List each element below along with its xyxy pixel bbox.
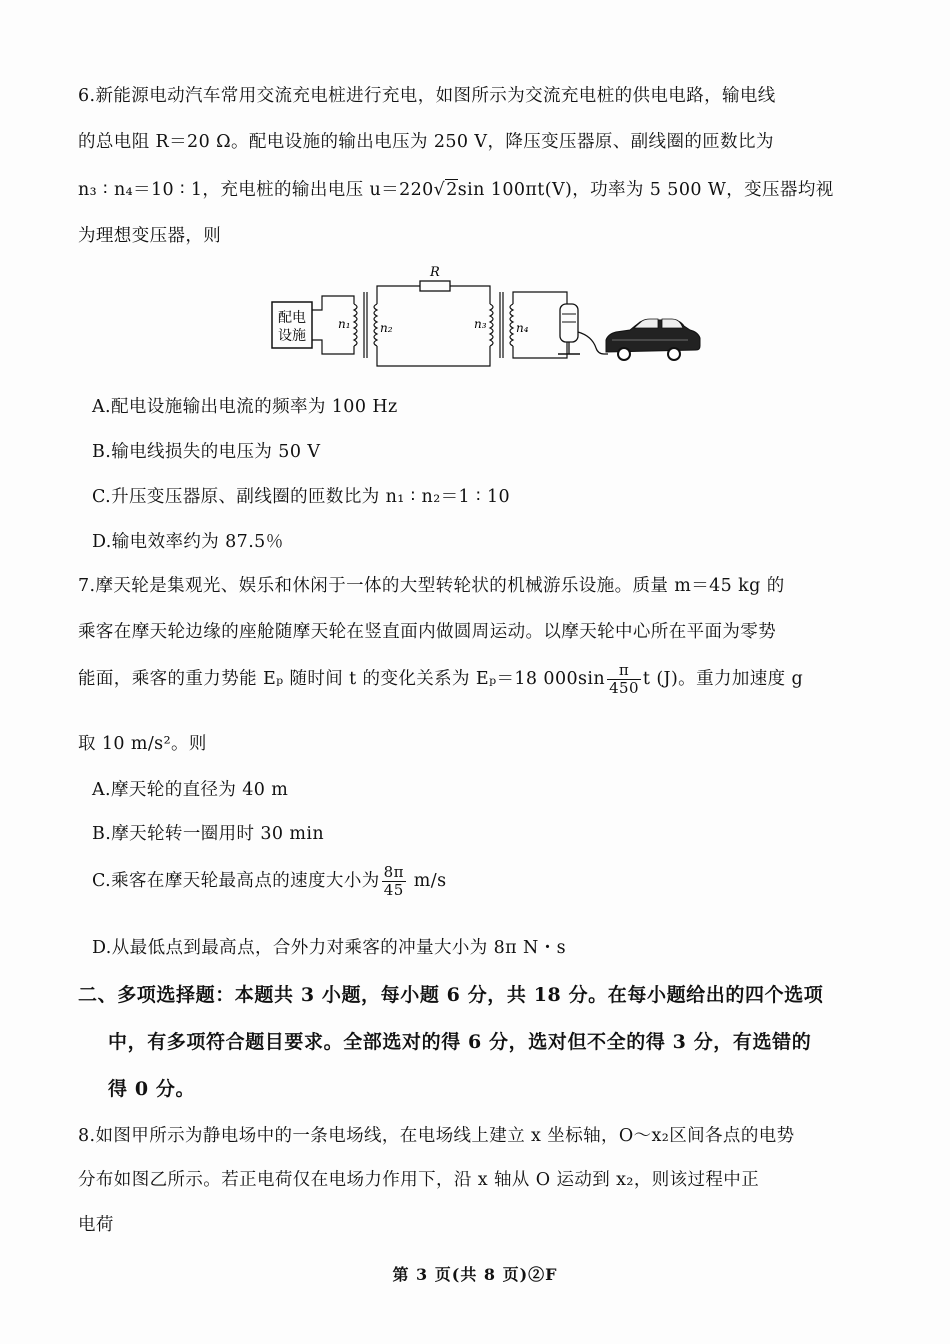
q8-line-3: 电荷: [78, 1215, 114, 1235]
sqrt-radicand: 2: [446, 180, 458, 200]
q6-option-b: B.输电线损失的电压为 50 V: [92, 442, 321, 462]
q7-option-b: B.摩天轮转一圈用时 30 min: [92, 824, 325, 844]
q7-line-3: [78, 662, 803, 697]
q7-line-3a: 能面，乘客的重力势能 Eₚ 随时间 t 的变化关系为 Eₚ＝18 000sin: [78, 669, 606, 689]
r-label: R: [430, 265, 440, 280]
q6-line-3a: n₃ ∶ n₄＝10 ∶ 1，充电桩的输出电压 u＝220: [78, 180, 434, 200]
q7-option-d: D.从最低点到最高点，合外力对乘客的冲量大小为 8π N・s: [92, 938, 567, 958]
section-2-line-3: 得 0 分。: [108, 1078, 196, 1100]
q8-line-2: 分布如图乙所示。若正电荷仅在电场力作用下，沿 x 轴从 O 运动到 x₂，则该过程中正: [78, 1170, 760, 1190]
device-label-1: 配电: [278, 310, 306, 326]
q6-option-a: A.配电设施输出电流的频率为 100 Hz: [92, 397, 398, 417]
page-footer: 第 3 页(共 8 页)②F: [392, 1265, 558, 1284]
circuit-diagram: [262, 262, 702, 374]
q7-option-c-prefix: C.乘客在摩天轮最高点的速度大小为: [92, 871, 380, 891]
section-2-line-1: 二、多项选择题：本题共 3 小题，每小题 6 分，共 18 分。在每小题给出的四个选项: [78, 984, 824, 1006]
n4-label: n₄: [516, 321, 529, 335]
q6-line-3b: sin 100πt(V)，功率为 5 500 W，变压器均视: [457, 180, 834, 200]
n1-label: n₁: [338, 317, 351, 331]
n3-label: n₃: [474, 317, 487, 331]
charging-pile-icon: [558, 304, 608, 354]
device-label-2: 设施: [278, 328, 306, 344]
n2-label: n₂: [380, 321, 393, 335]
q6-line-4: 为理想变压器，则: [78, 226, 222, 246]
q8-line-1: 8.如图甲所示为静电场中的一条电场线，在电场线上建立 x 坐标轴，O～x₂区间各点的电势: [78, 1126, 795, 1146]
q6-option-c: C.升压变压器原、副线圈的匝数比为 n₁ ∶ n₂＝1 ∶ 10: [92, 487, 511, 507]
q6-line-2: 的总电阻 R＝20 Ω。配电设施的输出电压为 250 V，降压变压器原、副线圈的匝数比为: [78, 132, 774, 152]
q7-option-a: A.摩天轮的直径为 40 m: [92, 780, 289, 800]
resistor-r: [420, 281, 450, 291]
q7-line-2: 乘客在摩天轮边缘的座舱随摩天轮在竖直面内做圆周运动。以摩天轮中心所在平面为零势: [78, 622, 777, 642]
q6-line-1: 6.新能源电动汽车常用交流充电桩进行充电，如图所示为交流充电桩的供电电路，输电线: [78, 86, 776, 106]
sqrt-sign: √: [433, 180, 446, 200]
q7-option-c: [92, 864, 446, 899]
q6-option-d: D.输电效率约为 87.5％: [92, 532, 284, 552]
q6-line-3: [78, 176, 834, 201]
q7-option-c-suffix: m/s: [407, 871, 447, 891]
car-icon: [606, 319, 700, 360]
q7-line-3b: t (J)。重力加速度 g: [642, 669, 804, 689]
q7-line-4: 取 10 m/s²。则: [78, 734, 207, 754]
fraction-pi-450: $\frac{\pi}{450}$: [609, 661, 639, 697]
section-2-line-2: 中，有多项符合题目要求。全部选对的得 6 分，选对但不全的得 3 分，有选错的: [108, 1031, 812, 1053]
fraction-8pi-45: $\frac{8\pi}{45}$: [383, 863, 404, 899]
q7-line-1: 7.摩天轮是集观光、娱乐和休闲于一体的大型转轮状的机械游乐设施。质量 m＝45 kg 的: [78, 576, 785, 596]
